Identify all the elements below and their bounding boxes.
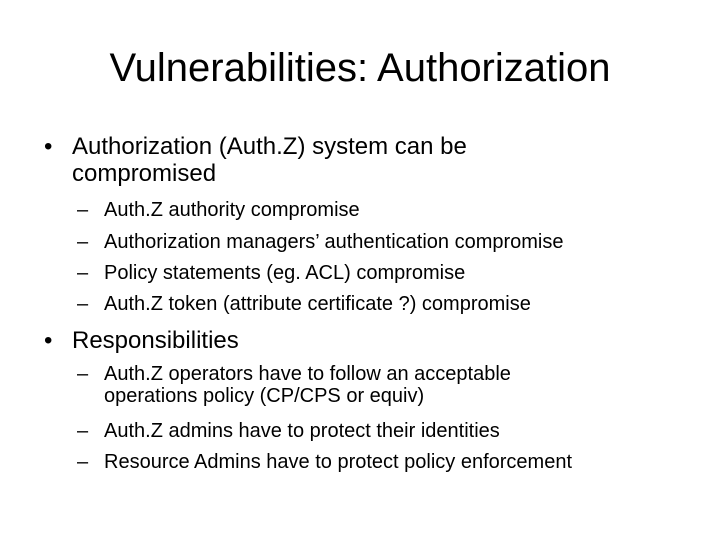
sub-bullet-authz-authority: Auth.Z authority compromise [104, 199, 360, 221]
bullet-responsibilities: Responsibilities [72, 327, 239, 354]
sub-bullet-authz-token: Auth.Z token (attribute certificate ?) compromise [104, 293, 531, 315]
sub-bullet-admins-identities: Auth.Z admins have to protect their identities [104, 420, 500, 442]
bullet-icon: • [44, 327, 53, 354]
bullet-icon: • [44, 133, 53, 160]
sub-bullet-managers-authentication: Authorization managers’ authentication compromise [104, 231, 564, 253]
dash-icon: – [77, 420, 89, 442]
dash-icon: – [77, 231, 89, 253]
sub-bullet-resource-admins: Resource Admins have to protect policy enforcement [104, 451, 573, 473]
dash-icon: – [77, 451, 89, 473]
sub-bullet-operators-policy: Auth.Z operators have to follow an acceptable operations policy (CP/CPS or equiv) [104, 363, 511, 407]
dash-icon: – [77, 199, 89, 221]
dash-icon: – [77, 363, 89, 385]
slide-title: Vulnerabilities: Authorization [109, 46, 611, 90]
dash-icon: – [77, 262, 89, 284]
bullet-authorization-compromised: Authorization (Auth.Z) system can be compromised [72, 133, 467, 187]
dash-icon: – [77, 293, 89, 315]
sub-bullet-policy-statements: Policy statements (eg. ACL) compromise [104, 262, 466, 284]
